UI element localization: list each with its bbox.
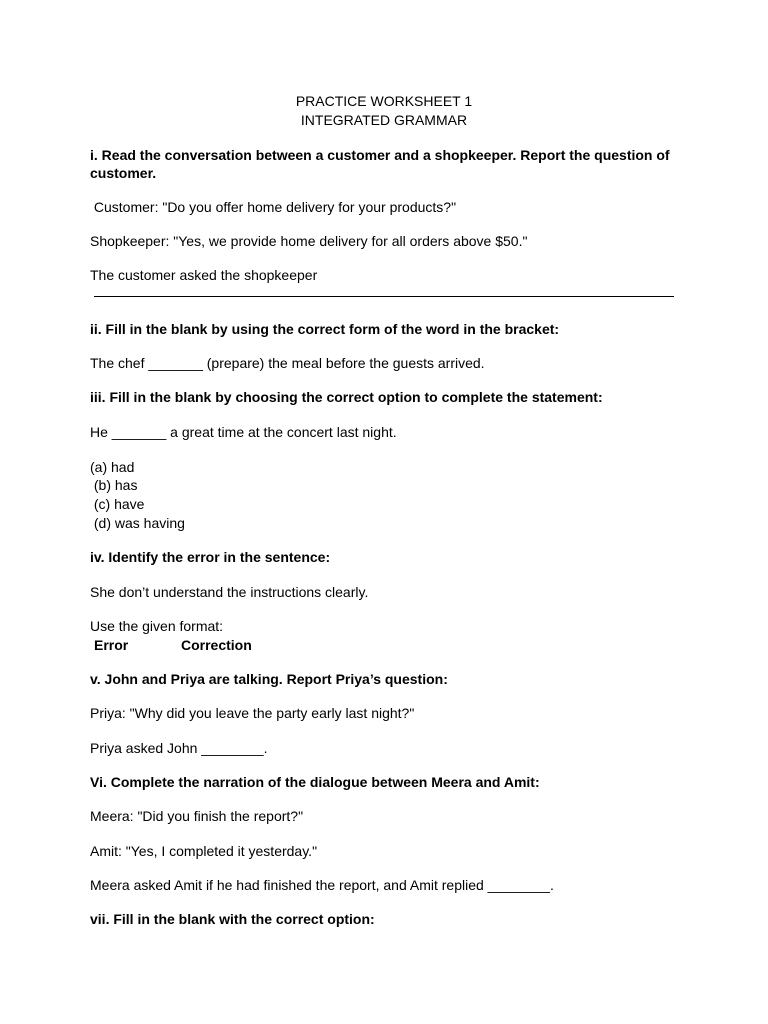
q2-heading: ii. Fill in the blank by using the correct form of the word in the bracket: — [90, 321, 560, 337]
q4-format-label: Use the given format: — [90, 618, 224, 634]
q6-heading: Vi. Complete the narration of the dialogue between Meera and Amit: — [90, 774, 540, 790]
q6-line3: Meera asked Amit if he had finished the report, and Amit replied ________. — [90, 877, 554, 893]
q3-option-c: (c) have — [90, 496, 145, 512]
q6-line1: Meera: "Did you finish the report?" — [90, 808, 304, 824]
q4-sentence: She don’t understand the instructions clearly. — [90, 584, 369, 600]
q3-option-b: (b) has — [90, 477, 138, 493]
q6-line2: Amit: "Yes, I completed it yesterday." — [90, 843, 318, 859]
q3-sentence: He _______ a great time at the concert last night. — [90, 424, 397, 440]
worksheet-subtitle: INTEGRATED GRAMMAR — [300, 112, 468, 128]
q5-heading: v. John and Priya are talking. Report Priya’s question: — [90, 671, 448, 687]
q3-heading: iii. Fill in the blank by choosing the correct option to complete the statement: — [90, 389, 603, 405]
q5-answer: Priya asked John ________. — [90, 740, 268, 756]
q5-dialogue: Priya: "Why did you leave the party early last night?" — [90, 705, 415, 721]
q1-shopkeeper-line: Shopkeeper: "Yes, we provide home delivery for all orders above $50." — [90, 233, 528, 249]
q3-option-d: (d) was having — [90, 515, 185, 531]
q1-heading-line2: customer. — [90, 165, 157, 181]
q1-answer-prompt: The customer asked the shopkeeper — [90, 267, 318, 283]
q4-col-error: Error — [94, 637, 129, 653]
q1-answer-line — [94, 296, 674, 297]
q4-col-correction: Correction — [181, 637, 252, 653]
q1-customer-line: Customer: "Do you offer home delivery for your products?" — [90, 199, 457, 215]
worksheet-title: PRACTICE WORKSHEET 1 — [295, 93, 473, 109]
q7-heading: vii. Fill in the blank with the correct option: — [90, 911, 375, 927]
q1-heading-line1: i. Read the conversation between a customer and a shopkeeper. Report the question of — [90, 147, 670, 163]
q4-heading: iv. Identify the error in the sentence: — [90, 549, 331, 565]
q3-option-a: (a) had — [90, 459, 135, 475]
q2-sentence: The chef _______ (prepare) the meal before the guests arrived. — [90, 355, 485, 371]
